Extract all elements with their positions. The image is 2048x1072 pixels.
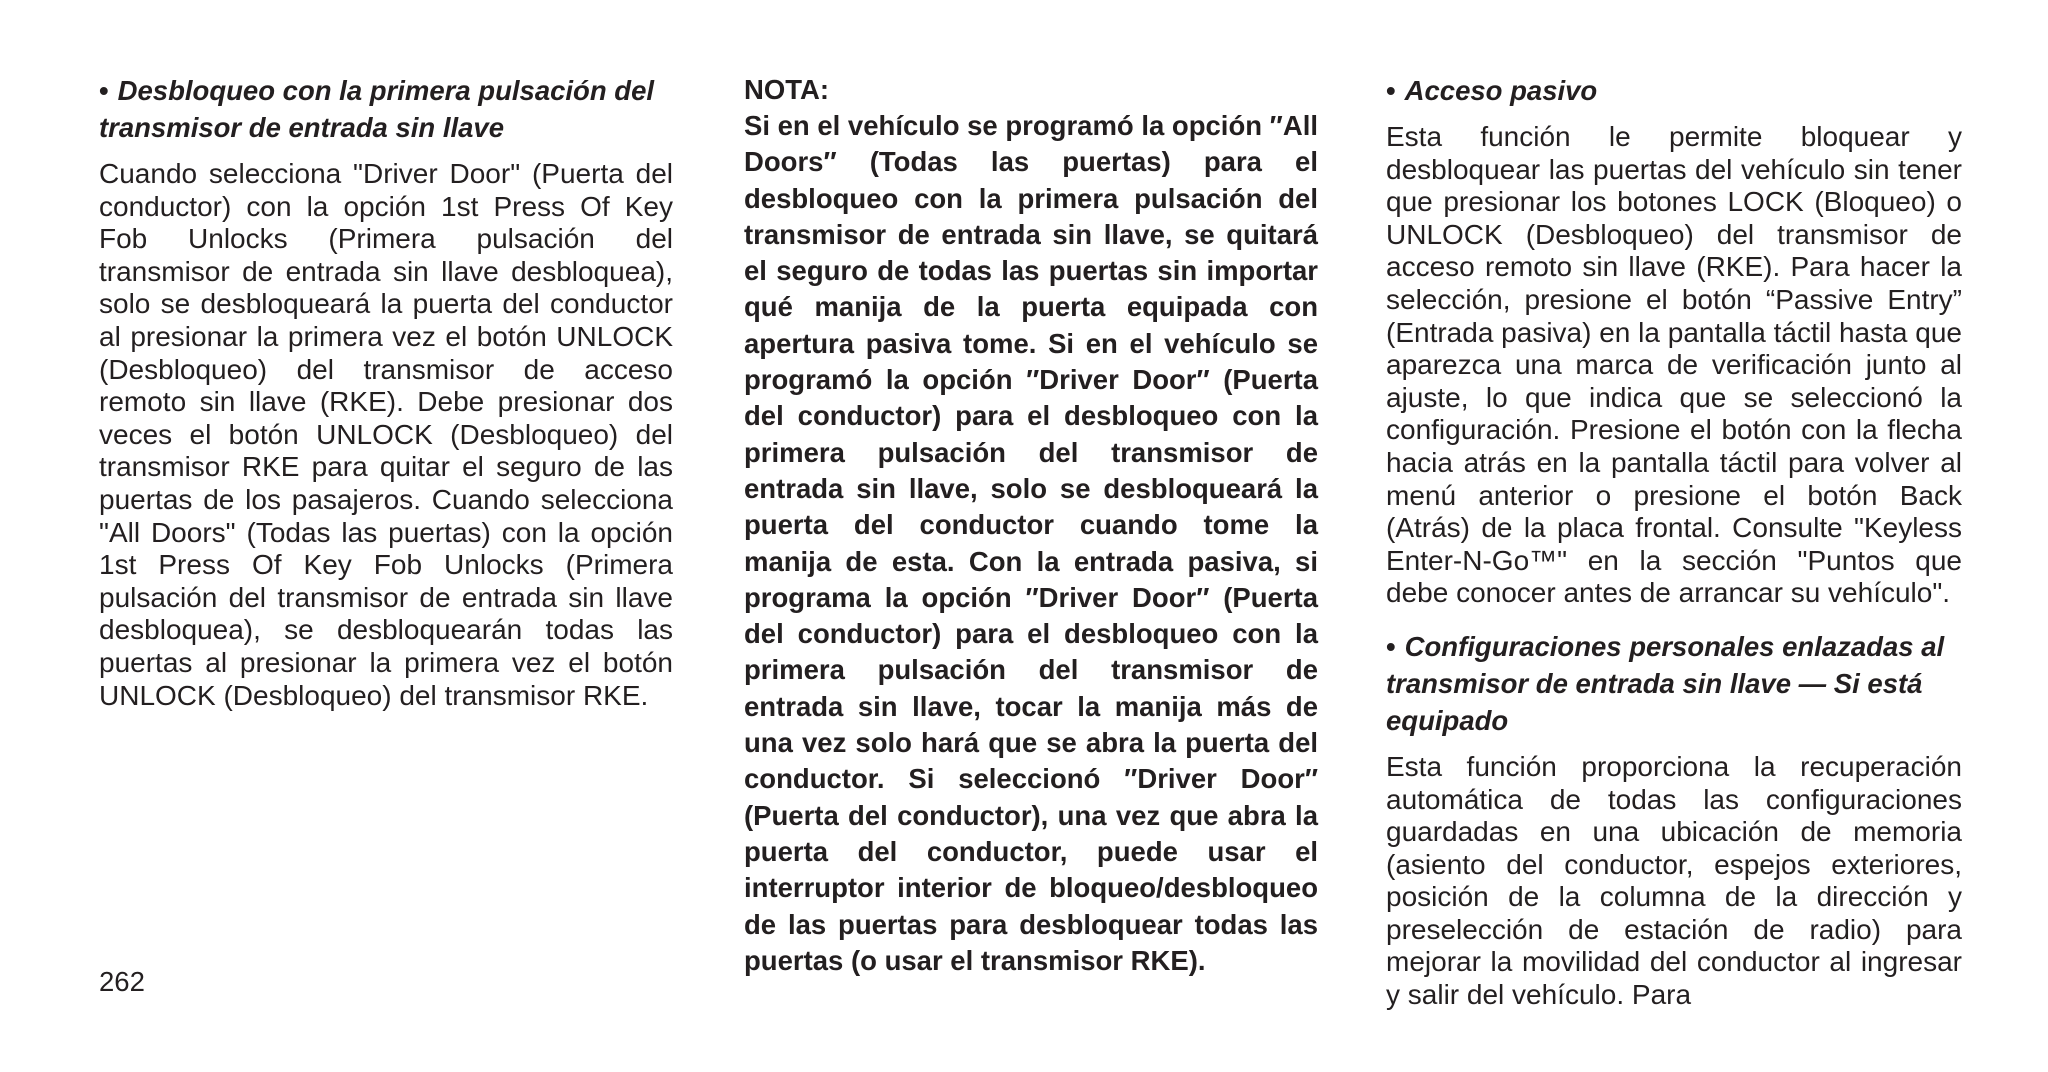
bullet-icon: • <box>99 75 109 106</box>
right-column <box>1386 72 1962 1012</box>
personal-settings-paragraph: Esta función proporciona la recuperación automática de todas las configuraciones guardadas en una ubicación de memoria (asiento del conductor, espejos exteriores, posición de la columna de la dirección y preselección de estación de radio) para mejorar la movilidad del conductor al ingresar y salir del vehículo. Para <box>1386 750 1962 1011</box>
passive-entry-paragraph: Esta función le permite bloquear y desbloquear las puertas del vehículo sin tener que presionar los botones LOCK (Bloqueo) o UNLOCK (Desbloqueo) del transmisor de acceso remoto sin llave (RKE). Para hacer la selección, presione el botón “Passive Entry” (Entrada pasiva) en la pantalla táctil hasta que aparezca una marca de verificación junto al ajuste, lo que indica que se seleccionó la configuración. Presione el botón con la flecha hacia atrás en la pantalla táctil para volver al menú anterior o presione el botón Back (Atrás) de la placa frontal. Consulte "Keyless Enter-N-Go™" en la sección "Puntos que debe conocer antes de arrancar su vehículo". <box>1386 121 1962 609</box>
note-text: Si en el vehículo se programó la opción ″All Doors″ (Todas las puertas) para el desbloqueo con la primera pulsación del transmisor de entrada sin llave, se quitará el seguro de todas las puertas sin importar qué manija de la puerta equipada con apertura pasiva tome. Si en el vehículo se programó la opción ″Driver Door″ (Puerta del conductor) para el desbloqueo con la primera pulsación del transmisor de entrada sin llave, solo se desbloqueará la puerta del conductor cuando tome la manija de esta. Con la entrada pasiva, si programa la opción ″Driver Door″ (Puerta del conductor) para el desbloqueo con la primera pulsación del transmisor de entrada sin llave, tocar la manija más de una vez solo hará que se abra la puerta del conductor. Si seleccionó ″Driver Door″ (Puerta del conductor), una vez que abra la puerta del conductor, puede usar el interruptor interior de bloqueo/desbloqueo de las puertas para desbloquear todas las puertas (o usar el transmisor RKE). <box>744 110 1318 976</box>
middle-column <box>744 72 1318 979</box>
section-heading-personal-settings <box>1386 628 1962 739</box>
heading-text: Desbloqueo con la primera pulsación del transmisor de entrada sin llave <box>99 75 655 143</box>
heading-text: Acceso pasivo <box>1404 75 1598 106</box>
note-title: NOTA: <box>744 74 830 105</box>
first-press-unlock-paragraph: Cuando selecciona "Driver Door" (Puerta del conductor) con la opción 1st Press Of Key Fob Unlocks (Primera pulsación del transmisor de entrada sin llave desbloquea), solo se desbloqueará la puerta del conductor al presionar la primera vez el botón UNLOCK (Desbloqueo) del transmisor de acceso remoto sin llave (RKE). Debe presionar dos veces el botón UNLOCK (Desbloqueo) del transmisor RKE para quitar el seguro de las puertas de los pasajeros. Cuando selecciona "All Doors" (Todas las puertas) con la opción 1st Press Of Key Fob Unlocks (Primera pulsación del transmisor de entrada sin llave desbloquea), se desbloquearán todas las puertas al presionar la primera vez el botón UNLOCK (Desbloqueo) del transmisor RKE. <box>99 158 673 711</box>
bullet-icon: • <box>1386 75 1396 106</box>
section-heading-passive-entry <box>1386 72 1962 109</box>
page-number: 262 <box>99 966 145 997</box>
bullet-icon: • <box>1386 630 1396 662</box>
left-column <box>99 72 673 712</box>
heading-text: Configuraciones personales enlazadas al transmisor de entrada sin llave — Si está equipado <box>1386 630 1945 736</box>
section-heading-first-press-unlock <box>99 72 673 146</box>
